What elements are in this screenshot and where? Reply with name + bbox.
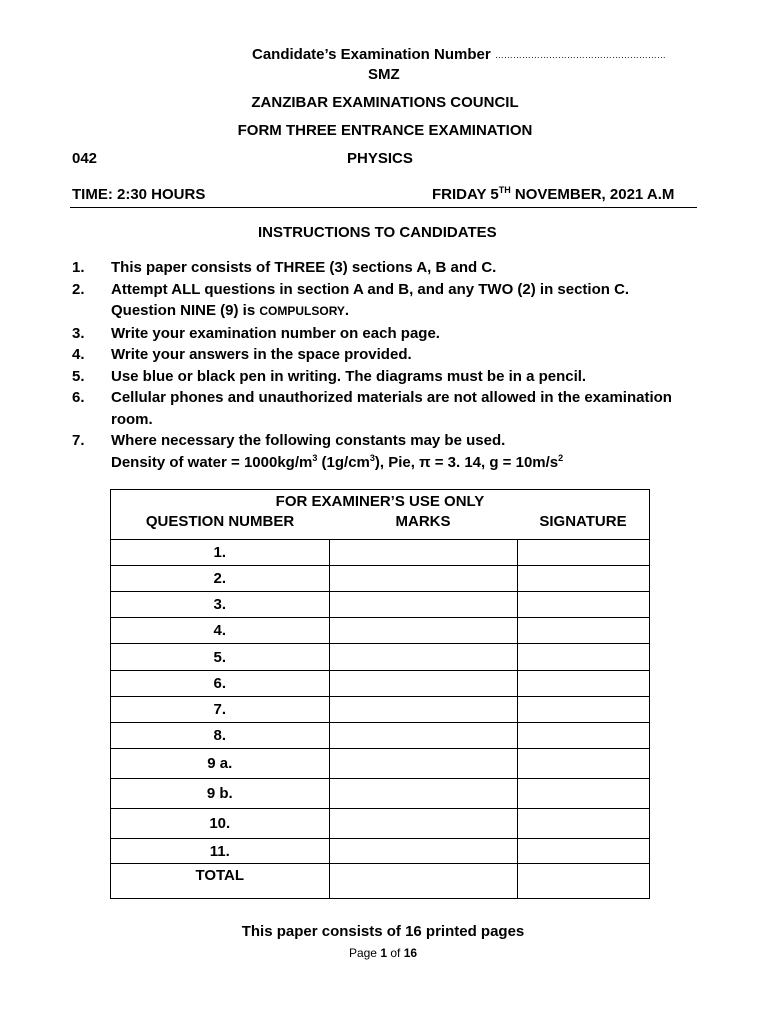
table-row [111,566,650,592]
marks-cell[interactable] [329,864,517,899]
question-number-cell: 10. [111,809,330,839]
question-number-cell: TOTAL [111,864,330,899]
question-number-cell: 9 b. [111,779,330,809]
exam-date: FRIDAY 5TH NOVEMBER, 2021 A.M [432,185,675,203]
table-row [111,697,650,723]
signature-cell[interactable] [517,779,650,809]
instructions-list [72,257,692,473]
instruction-item: 3. Write your examination number on each page. [72,324,440,342]
signature-cell[interactable] [517,618,650,644]
marks-cell[interactable] [329,671,517,697]
signature-cell[interactable] [517,566,650,592]
marks-cell[interactable] [329,644,517,671]
table-row [111,540,650,566]
question-number-cell: 7. [111,697,330,723]
marks-cell[interactable] [329,839,517,864]
signature-cell[interactable] [517,839,650,864]
question-number-cell: 5. [111,644,330,671]
table-row [111,749,650,779]
signature-cell[interactable] [517,749,650,779]
table-row [111,723,650,749]
examiner-table [110,489,650,899]
header-signature: SIGNATURE [517,512,650,540]
page-number: Page 1 of 16 [348,946,418,960]
table-row [111,592,650,618]
marks-cell[interactable] [329,566,517,592]
table-row [111,809,650,839]
examiner-table-caption: FOR EXAMINER’S USE ONLY [111,490,650,513]
marks-cell[interactable] [329,540,517,566]
signature-cell[interactable] [517,809,650,839]
marks-cell[interactable] [329,618,517,644]
council-title: ZANZIBAR EXAMINATIONS COUNCIL [251,94,519,111]
candidate-number-field[interactable]: ………………………………………………… [494,50,666,60]
signature-cell[interactable] [517,540,650,566]
candidate-number-line [252,46,666,63]
instruction-item: 2. Attempt ALL questions in section A and B, and any TWO (2) in section C. Question NINE (9) is COMPULSORY. [72,280,630,319]
subject-name: PHYSICS [347,150,413,167]
exam-title: FORM THREE ENTRANCE EXAMINATION [237,122,533,139]
table-row [111,839,650,864]
instruction-item: 5. Use blue or black pen in writing. The diagrams must be in a pencil. [72,367,587,385]
marks-cell[interactable] [329,723,517,749]
question-number-cell: 4. [111,618,330,644]
signature-cell[interactable] [517,723,650,749]
table-row [111,779,650,809]
table-row [111,671,650,697]
marks-cell[interactable] [329,697,517,723]
question-number-cell: 9 a. [111,749,330,779]
signature-cell[interactable] [517,592,650,618]
question-number-cell: 8. [111,723,330,749]
marks-cell[interactable] [329,809,517,839]
table-row [111,644,650,671]
instruction-item: 6. Cellular phones and unauthorized materials are not allowed in the examination room. [72,389,672,428]
subject-code: 042 [72,150,98,167]
signature-cell[interactable] [517,671,650,697]
table-row [111,864,650,899]
instruction-item: 1. This paper consists of THREE (3) sections A, B and C. [72,259,497,276]
signature-cell[interactable] [517,864,650,899]
signature-cell[interactable] [517,644,650,671]
page-count-note: This paper consists of 16 printed pages [241,923,525,940]
question-number-cell: 11. [111,839,330,864]
marks-cell[interactable] [329,749,517,779]
exam-time: TIME: 2:30 HOURS [72,186,206,203]
header-question-number: QUESTION NUMBER [111,512,330,540]
question-number-cell: 1. [111,540,330,566]
candidate-number-label: Candidate’s Examination Number [252,46,491,63]
instruction-item: 7. Where necessary the following constants may be used. Density of water = $1000kg/m^3$ $(1g/cm^3)$, Pie, π = 3. 14, $g = 10m/s^2$ [72,432,564,471]
signature-cell[interactable] [517,697,650,723]
header-divider [70,207,697,208]
marks-cell[interactable] [329,592,517,618]
instructions-title: INSTRUCTIONS TO CANDIDATES [258,224,497,241]
smz-label: SMZ [368,66,400,83]
question-number-cell: 3. [111,592,330,618]
constants-line: Density of water = $1000kg/m^3$ $(1g/cm^3)$, Pie, π = 3. 14, $g = 10m/s^2$ [111,452,564,471]
table-row [111,618,650,644]
marks-cell[interactable] [329,779,517,809]
instruction-item: 4. Write your answers in the space provided. [72,346,412,363]
question-number-cell: 2. [111,566,330,592]
header-marks: MARKS [329,512,517,540]
question-number-cell: 6. [111,671,330,697]
